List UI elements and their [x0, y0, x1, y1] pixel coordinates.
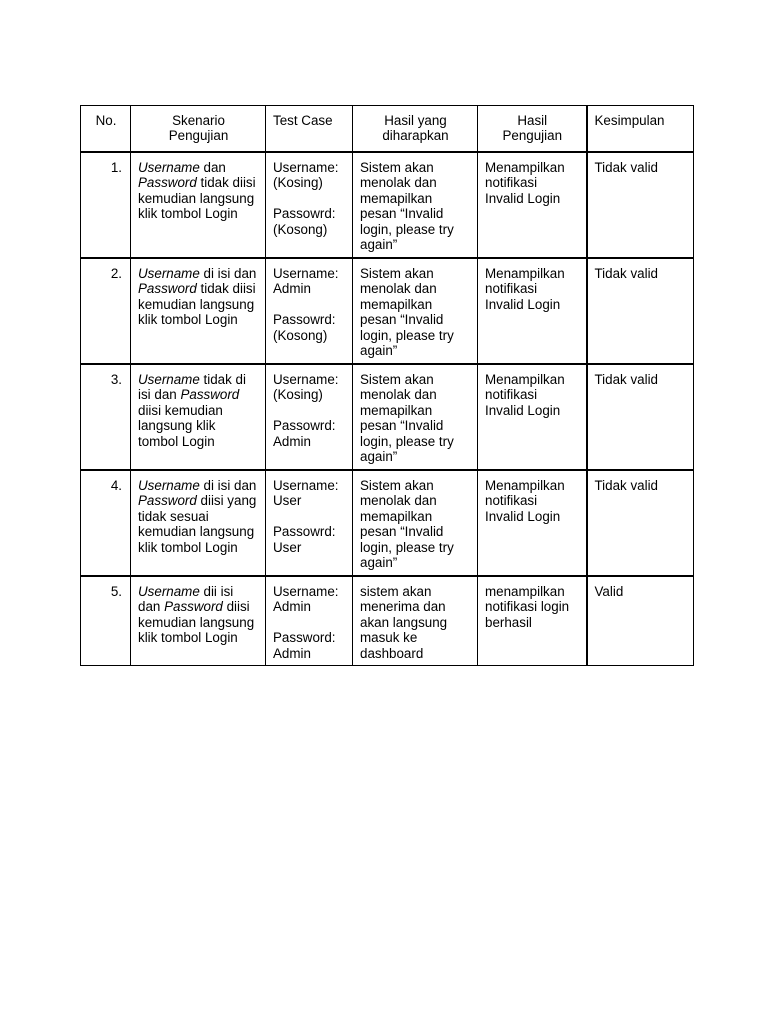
- test-case-pass-label: Passowrd:: [273, 206, 336, 222]
- test-case-user-label: Username:: [273, 478, 339, 493]
- row-number: 1.: [110, 160, 122, 175]
- actual-result: menampilkan notifikasi login berhasil: [485, 584, 570, 630]
- expected-result: Sistem akan menolak dan memapilkan pesan “Invalid login, please try again”: [360, 160, 454, 253]
- cell-actual: [478, 258, 587, 364]
- table-header-row: [81, 106, 694, 153]
- header-test-case: [266, 106, 353, 153]
- test-case-pass-label: Passowrd:: [273, 418, 336, 434]
- header-skenario-line1: Skenario: [172, 113, 225, 128]
- row-number: 5.: [110, 584, 122, 599]
- conclusion: Valid: [594, 584, 624, 599]
- row-number: 2.: [110, 266, 122, 281]
- scenario-segment: diisi kemudian langsung klik tombol Login: [138, 599, 255, 646]
- header-kesimpulan: [587, 106, 694, 153]
- cell-scenario: [131, 258, 266, 364]
- scenario-segment: di isi dan: [199, 478, 257, 493]
- table-row: [81, 364, 694, 470]
- expected-result: Sistem akan menolak dan memapilkan pesan “Invalid login, please try again”: [360, 478, 454, 571]
- table-row: [81, 576, 694, 665]
- scenario-term: Username: [138, 478, 200, 493]
- scenario-text: [131, 259, 265, 328]
- cell-no: [81, 258, 131, 364]
- conclusion: Tidak valid: [594, 372, 659, 387]
- scenario-term: Username: [138, 160, 200, 175]
- scenario-text: [131, 471, 265, 555]
- cell-expected: [353, 470, 478, 576]
- header-kesimpulan-label: Kesimpulan: [594, 113, 665, 128]
- scenario-segment: diisi kemudian langsung klik tombol Login: [138, 402, 223, 449]
- test-case-pass-label: Passowrd:: [273, 312, 336, 328]
- cell-expected: [353, 152, 478, 258]
- cell-test-case: [266, 258, 353, 364]
- cell-expected: [353, 364, 478, 470]
- scenario-text: [131, 365, 265, 449]
- test-case-user-label: Username:: [273, 584, 339, 599]
- cell-scenario: [131, 576, 266, 665]
- scenario-text: [131, 577, 265, 646]
- test-case-pass-value: Admin: [273, 433, 311, 449]
- header-hasil-harapan: [353, 106, 478, 153]
- header-skenario: [131, 106, 266, 153]
- test-case-pass-value: User: [273, 539, 302, 555]
- actual-result: Menampilkan notifikasi Invalid Login: [485, 266, 565, 312]
- header-no-label: No.: [95, 113, 117, 128]
- table-row: [81, 470, 694, 576]
- expected-result: Sistem akan menolak dan memapilkan pesan “Invalid login, please try again”: [360, 266, 454, 359]
- cell-no: [81, 470, 131, 576]
- table-row: [81, 152, 694, 258]
- cell-scenario: [131, 470, 266, 576]
- scenario-term: Password: [164, 599, 223, 615]
- scenario-term: Password: [138, 281, 197, 297]
- test-scenario-table: [80, 105, 694, 666]
- test-case-pass-label: Password:: [273, 630, 336, 646]
- test-case-pass-value: (Kosong): [273, 327, 328, 343]
- cell-test-case: [266, 470, 353, 576]
- cell-conclusion: [587, 364, 694, 470]
- cell-conclusion: [587, 470, 694, 576]
- cell-actual: [478, 152, 587, 258]
- scenario-segment: dan: [199, 160, 226, 175]
- cell-no: [81, 152, 131, 258]
- cell-scenario: [131, 364, 266, 470]
- scenario-term: Password: [138, 493, 197, 509]
- test-case-user-value: Admin: [273, 599, 311, 615]
- scenario-segment: tidak diisi kemudian langsung klik tombol Login: [138, 281, 256, 328]
- header-test-case-label: Test Case: [273, 113, 333, 128]
- test-case-user-label: Username:: [273, 266, 339, 281]
- cell-test-case: [266, 152, 353, 258]
- test-case-user-label: Username:: [273, 372, 339, 387]
- cell-scenario: [131, 152, 266, 258]
- scenario-segment: tidak di isi dan: [138, 372, 246, 403]
- row-number: 3.: [110, 372, 122, 387]
- test-case-pass-value: (Kosong): [273, 221, 328, 237]
- header-hasil-harapan-line2: diharapkan: [382, 128, 449, 144]
- conclusion: Tidak valid: [594, 266, 659, 281]
- row-number: 4.: [110, 478, 122, 493]
- expected-result: Sistem akan menolak dan memapilkan pesan “Invalid login, please try again”: [360, 372, 454, 465]
- scenario-segment: diisi yang tidak sesuai kemudian langsung klik tombol Login: [138, 493, 257, 555]
- scenario-segment: di isi dan: [199, 266, 257, 281]
- test-case-pass-value: Admin: [273, 645, 311, 661]
- cell-conclusion: [587, 576, 694, 665]
- test-case-pass-label: Passowrd:: [273, 524, 336, 540]
- cell-expected: [353, 258, 478, 364]
- conclusion: Tidak valid: [594, 478, 659, 493]
- header-hasil-uji-line2: Pengujian: [502, 128, 563, 144]
- actual-result: Menampilkan notifikasi Invalid Login: [485, 160, 565, 206]
- test-case-user-value: (Kosing): [273, 175, 323, 191]
- header-no: [81, 106, 131, 153]
- test-case-user-value: User: [273, 493, 302, 509]
- test-case-user-value: Admin: [273, 281, 311, 297]
- header-hasil-uji: [478, 106, 587, 153]
- cell-no: [81, 364, 131, 470]
- cell-actual: [478, 470, 587, 576]
- cell-conclusion: [587, 152, 694, 258]
- scenario-segment: tidak diisi kemudian langsung klik tombol Login: [138, 175, 256, 222]
- actual-result: Menampilkan notifikasi Invalid Login: [485, 372, 565, 418]
- scenario-term: Username: [138, 266, 200, 281]
- expected-result: sistem akan menerima dan akan langsung masuk ke dashboard: [360, 584, 448, 661]
- cell-conclusion: [587, 258, 694, 364]
- scenario-text: [131, 153, 265, 222]
- scenario-term: Password: [138, 175, 197, 191]
- conclusion: Tidak valid: [594, 160, 659, 175]
- test-case-user-value: (Kosing): [273, 387, 323, 403]
- cell-actual: [478, 576, 587, 665]
- table-row: [81, 258, 694, 364]
- cell-no: [81, 576, 131, 665]
- cell-expected: [353, 576, 478, 665]
- test-case-user-label: Username:: [273, 160, 339, 175]
- scenario-term: Username: [138, 584, 200, 599]
- header-hasil-uji-line1: Hasil: [517, 113, 548, 128]
- cell-test-case: [266, 364, 353, 470]
- header-skenario-line2: Pengujian: [168, 128, 229, 144]
- scenario-segment: dii isi dan: [138, 584, 234, 615]
- cell-test-case: [266, 576, 353, 665]
- cell-actual: [478, 364, 587, 470]
- scenario-term: Username: [138, 372, 200, 387]
- header-hasil-harapan-line1: Hasil yang: [384, 113, 447, 128]
- actual-result: Menampilkan notifikasi Invalid Login: [485, 478, 565, 524]
- scenario-term: Password: [180, 387, 240, 403]
- table-body: [81, 152, 694, 665]
